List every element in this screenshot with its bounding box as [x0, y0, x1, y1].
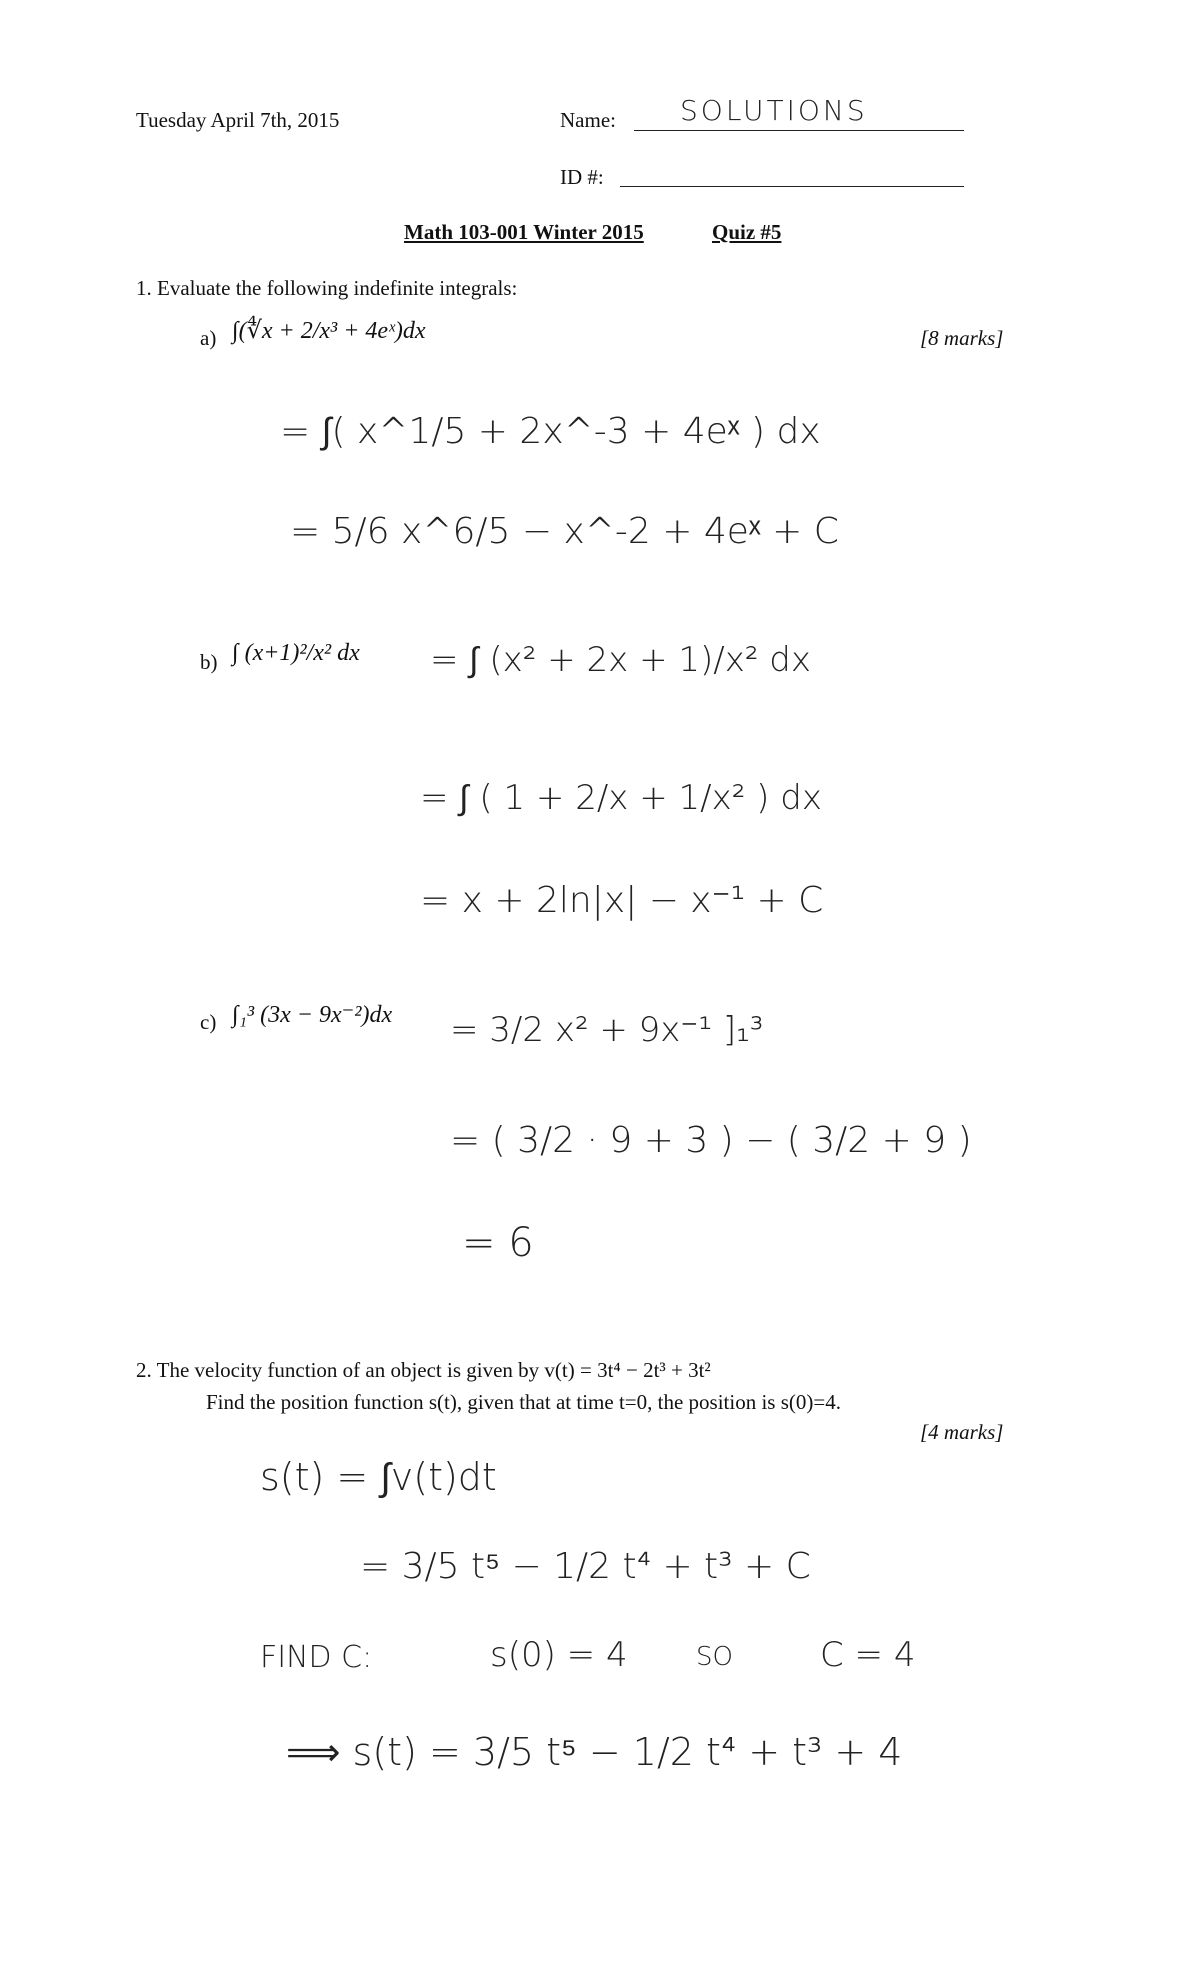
q2-so: SO: [696, 1642, 733, 1672]
q1b-label: b): [200, 650, 218, 674]
q2-c-result: C = 4: [820, 1635, 916, 1675]
q2-prompt: 2. The velocity function of an object is given by v(t) = 3t⁴ − 2t³ + 3t²: [136, 1358, 711, 1382]
q1c-step-3: = 6: [462, 1220, 534, 1266]
q1b-step-3: = x + 2ln|x| − x⁻¹ + C: [420, 880, 824, 921]
q2-find-c: FIND C:: [260, 1640, 373, 1675]
q2-marks: [4 marks]: [920, 1420, 1004, 1444]
q1c-step-1: = 3/2 x² + 9x⁻¹ ]₁³: [450, 1010, 764, 1050]
q2-step-2: = 3/5 t⁵ − 1/2 t⁴ + t³ + C: [360, 1546, 811, 1587]
q2-final-answer: ⟹ s(t) = 3/5 t⁵ − 1/2 t⁴ + t³ + 4: [286, 1730, 903, 1774]
q2-prompt-line-2: Find the position function s(t), given that at time t=0, the position is s(0)=4.: [206, 1390, 841, 1414]
name-label: Name:: [560, 108, 616, 132]
q2-step-1: s(t) = ∫v(t)dt: [260, 1455, 497, 1499]
quiz-date: Tuesday April 7th, 2015: [136, 108, 340, 132]
q1c-expression: ∫₁³ (3x − 9x⁻²)dx: [232, 1002, 393, 1028]
q1-marks: [8 marks]: [920, 326, 1004, 350]
q1b-step-2: = ∫ ( 1 + 2/x + 1/x² ) dx: [420, 778, 822, 818]
q1a-label: a): [200, 326, 217, 350]
q1b-expression: ∫ (x+1)²/x² dx: [232, 640, 360, 666]
q1a-expression: ∫(∜x + 2/x³ + 4eˣ)dx: [232, 318, 426, 344]
id-label: ID #:: [560, 165, 604, 189]
q2-condition: s(0) = 4: [490, 1635, 628, 1675]
course-title: Math 103-001 Winter 2015: [404, 220, 644, 244]
q1a-step-1: = ∫( x^1/5 + 2x^-3 + 4eˣ ) dx: [280, 411, 821, 452]
q1-prompt: 1. Evaluate the following indefinite integrals:: [136, 276, 518, 300]
id-underline: [620, 186, 964, 187]
name-value: SOLUTIONS: [680, 94, 868, 127]
quiz-number: Quiz #5: [712, 220, 782, 244]
q1a-step-2: = 5/6 x^6/5 − x^-2 + 4eˣ + C: [290, 511, 839, 552]
q1c-step-2: = ( 3/2 · 9 + 3 ) − ( 3/2 + 9 ): [450, 1120, 972, 1161]
name-underline: [634, 130, 964, 131]
q1b-step-1: = ∫ (x² + 2x + 1)/x² dx: [430, 640, 812, 680]
q1c-label: c): [200, 1010, 217, 1034]
